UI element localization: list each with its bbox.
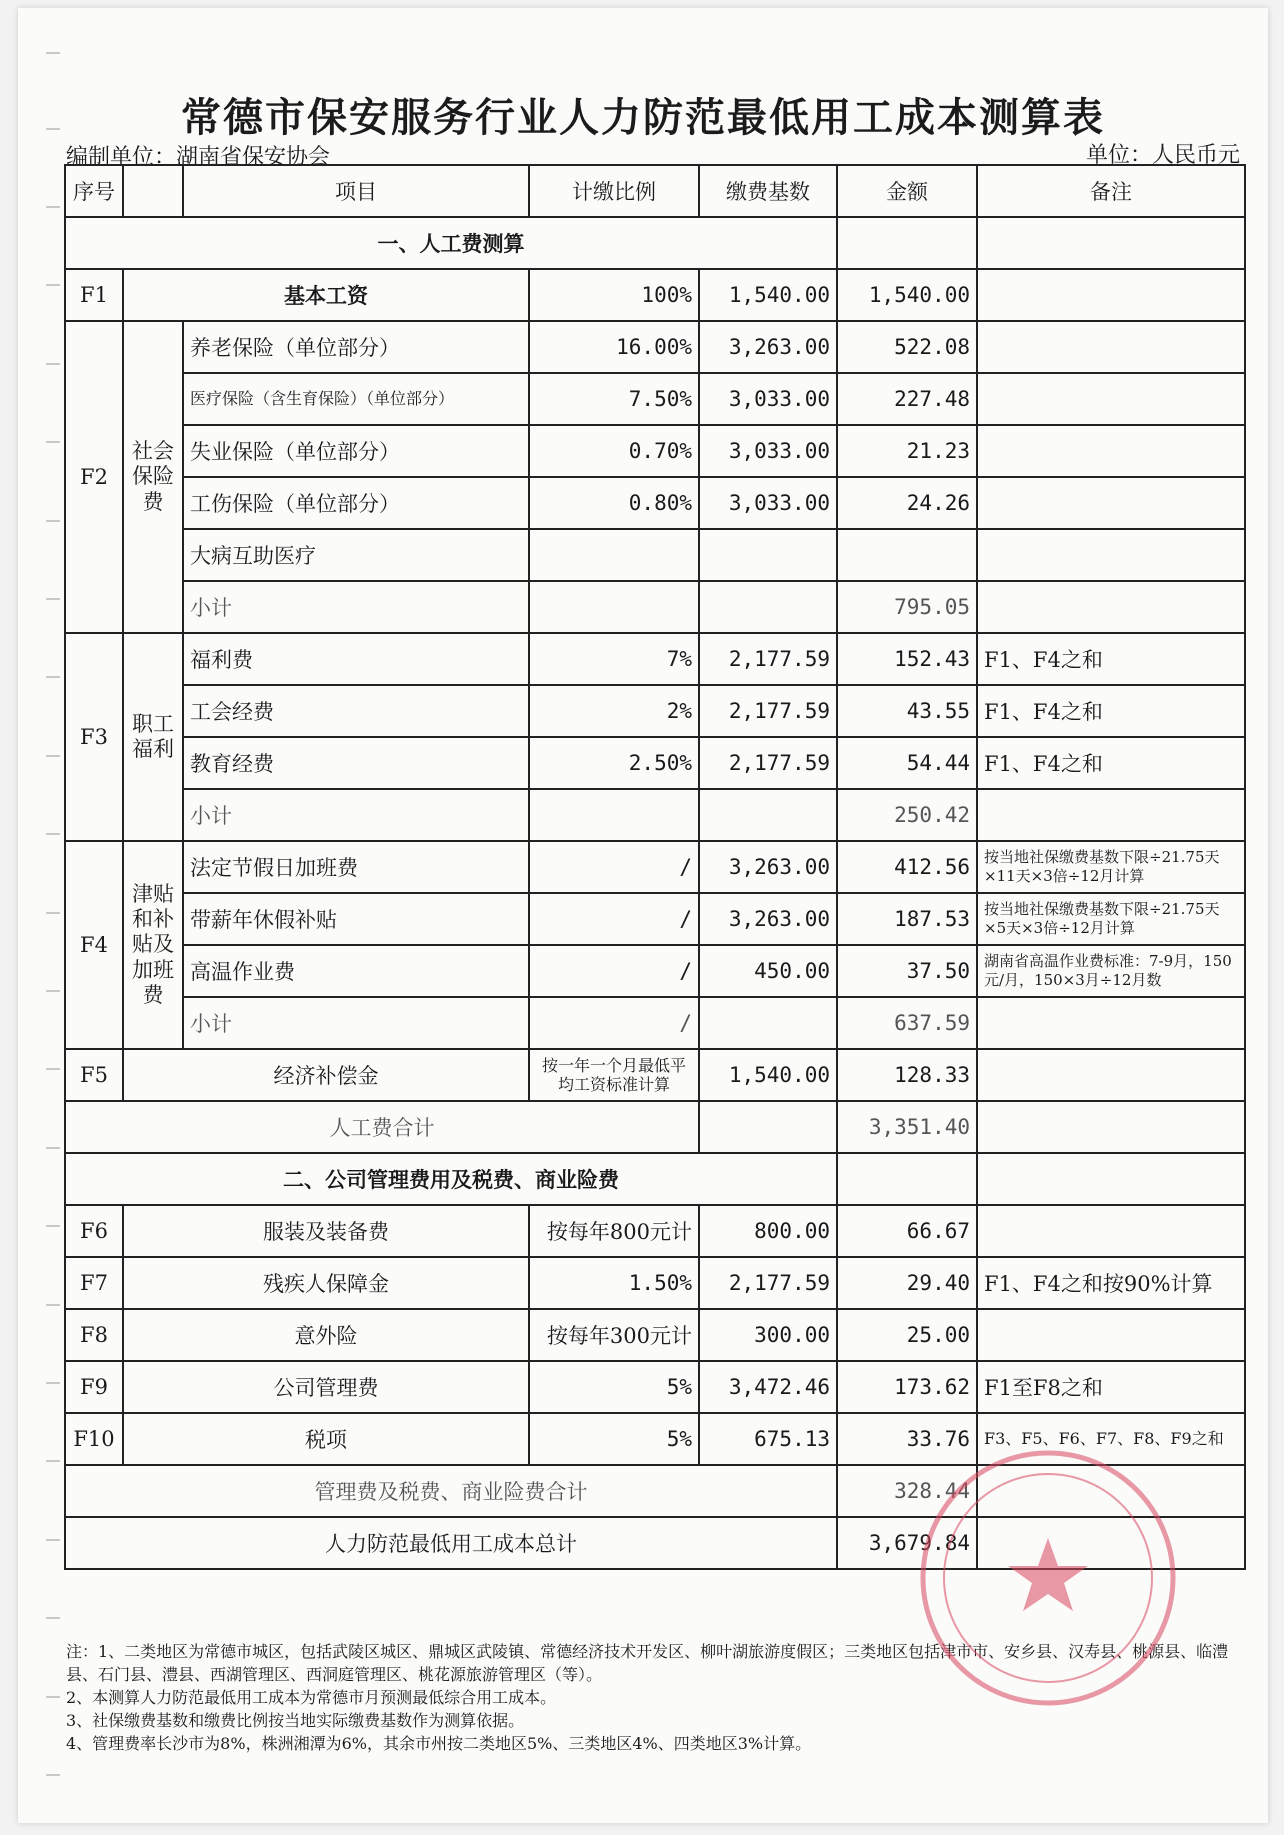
amount-cell: 24.26 <box>837 477 977 529</box>
ratio-cell: / <box>529 893 699 945</box>
table-row-f5 <box>65 1049 1245 1101</box>
labor-total-row <box>65 1101 1245 1153</box>
seq-cell: F1 <box>65 269 123 321</box>
base-cell: 3,263.00 <box>699 321 837 373</box>
amount-cell: 128.33 <box>837 1049 977 1101</box>
header-item: 项目 <box>183 165 529 217</box>
base-cell: 675.13 <box>699 1413 837 1465</box>
table-row-f4-3 <box>65 945 1245 997</box>
labor-total-amount: 3,351.40 <box>837 1101 977 1153</box>
subtotal-label: 小计 <box>183 581 529 633</box>
seq-cell: F4 <box>65 841 123 1049</box>
group-cell-allowance: 津贴 和补 贴及 加班 费 <box>123 841 183 1049</box>
note-1: 注：1、二类地区为常德市城区，包括武陵区城区、鼎城区武陵镇、常德经济技术开发区、柳叶湖旅游度假区；三类地区包括津市市、安乡县、汉寿县、桃源县、临澧县、石门县、澧县、西湖管理区、西洞庭管理区、桃花源旅游管理区（等）。 <box>66 1642 1229 1684</box>
mgmt-total-row <box>65 1465 1245 1517</box>
remark-cell: F3、F5、F6、F7、F8、F9之和 <box>977 1413 1245 1465</box>
item-cell: 教育经费 <box>183 737 529 789</box>
ratio-cell: 2.50% <box>529 737 699 789</box>
item-cell: 服装及装备费 <box>123 1205 529 1257</box>
footnotes <box>66 1640 1246 1755</box>
ratio-cell: / <box>529 841 699 893</box>
base-cell: 300.00 <box>699 1309 837 1361</box>
seq-cell: F10 <box>65 1413 123 1465</box>
base-cell: 3,033.00 <box>699 425 837 477</box>
item-cell: 失业保险（单位部分） <box>183 425 529 477</box>
amount-cell: 152.43 <box>837 633 977 685</box>
remark-cell: 按当地社保缴费基数下限÷21.75天×11天×3倍÷12月计算 <box>977 841 1245 893</box>
base-cell: 2,177.59 <box>699 737 837 789</box>
seq-cell: F6 <box>65 1205 123 1257</box>
section2-title: 二、公司管理费用及税费、商业险费 <box>65 1153 837 1205</box>
binding-ticks <box>46 8 66 1823</box>
amount-cell: 37.50 <box>837 945 977 997</box>
item-cell: 福利费 <box>183 633 529 685</box>
amount-cell: 21.23 <box>837 425 977 477</box>
group-cell-social-insurance: 社会 保险 费 <box>123 321 183 633</box>
ratio-cell: 0.70% <box>529 425 699 477</box>
base-cell: 450.00 <box>699 945 837 997</box>
base-cell: 1,540.00 <box>699 1049 837 1101</box>
section1-row <box>65 217 1245 269</box>
amount-cell: 33.76 <box>837 1413 977 1465</box>
remark-cell: F1、F4之和 <box>977 685 1245 737</box>
section2-row <box>65 1153 1245 1205</box>
header-base: 缴费基数 <box>699 165 837 217</box>
table-row-f3-subtotal <box>65 789 1245 841</box>
ratio-cell: 7.50% <box>529 373 699 425</box>
ratio-cell: 5% <box>529 1413 699 1465</box>
header-remark: 备注 <box>977 165 1245 217</box>
header-amount: 金额 <box>837 165 977 217</box>
base-cell: 3,033.00 <box>699 477 837 529</box>
header-ratio: 计缴比例 <box>529 165 699 217</box>
table-row-f4-1 <box>65 841 1245 893</box>
remark-cell: 湖南省高温作业费标准：7-9月，150元/月，150×3月÷12月数 <box>977 945 1245 997</box>
amount-cell: 66.67 <box>837 1205 977 1257</box>
item-cell: 医疗保险（含生育保险）（单位部分） <box>183 373 529 425</box>
item-cell: 意外险 <box>123 1309 529 1361</box>
currency-unit-label: 单位：人民币元 <box>1085 143 1240 168</box>
table-row-f2-2 <box>65 373 1245 425</box>
table-row-f2-5 <box>65 529 1245 581</box>
amount-cell: 412.56 <box>837 841 977 893</box>
base-cell: 3,263.00 <box>699 841 837 893</box>
amount-cell: 25.00 <box>837 1309 977 1361</box>
remark-cell: F1、F4之和 <box>977 737 1245 789</box>
seq-cell: F7 <box>65 1257 123 1309</box>
note-4: 4、管理费率长沙市为8%，株洲湘潭为6%，其余市州按二类地区5%、三类地区4%、四类地区3%计算。 <box>66 1734 812 1753</box>
grand-total-row <box>65 1517 1245 1569</box>
page-title: 常德市保安服务行业人力防范最低用工成本测算表 <box>181 94 1105 141</box>
table-row-f6 <box>65 1205 1245 1257</box>
seq-cell: F9 <box>65 1361 123 1413</box>
table-row-f2-subtotal <box>65 581 1245 633</box>
ratio-cell: 按每年800元计 <box>529 1205 699 1257</box>
header-blank <box>123 165 183 217</box>
ratio-cell: 5% <box>529 1361 699 1413</box>
compiler-label: 编制单位：湖南省保安协会 <box>66 145 331 170</box>
base-cell: 2,177.59 <box>699 685 837 737</box>
subtotal-amount: 637.59 <box>837 997 977 1049</box>
item-cell: 工伤保险（单位部分） <box>183 477 529 529</box>
base-cell: 800.00 <box>699 1205 837 1257</box>
item-cell: 公司管理费 <box>123 1361 529 1413</box>
seq-cell: F3 <box>65 633 123 841</box>
item-cell: 法定节假日加班费 <box>183 841 529 893</box>
seq-cell: F5 <box>65 1049 123 1101</box>
base-cell: 2,177.59 <box>699 1257 837 1309</box>
ratio-cell: 1.50% <box>529 1257 699 1309</box>
base-cell: 2,177.59 <box>699 633 837 685</box>
table-row-f8 <box>65 1309 1245 1361</box>
item-cell: 经济补偿金 <box>123 1049 529 1101</box>
labor-total-label: 人工费合计 <box>65 1101 699 1153</box>
subtotal-ratio: / <box>529 997 699 1049</box>
header-seq: 序号 <box>65 165 123 217</box>
note-3: 3、社保缴费基数和缴费比例按当地实际缴费基数作为测算依据。 <box>66 1711 525 1730</box>
grand-total-label: 人力防范最低用工成本总计 <box>65 1517 837 1569</box>
table-row-f2-3 <box>65 425 1245 477</box>
item-cell: 养老保险（单位部分） <box>183 321 529 373</box>
grand-total-amount: 3,679.84 <box>837 1517 977 1569</box>
remark-cell: F1至F8之和 <box>977 1361 1245 1413</box>
subtotal-amount: 250.42 <box>837 789 977 841</box>
table-row-f3-1 <box>65 633 1245 685</box>
amount-cell: 187.53 <box>837 893 977 945</box>
ratio-cell: 7% <box>529 633 699 685</box>
mgmt-total-label: 管理费及税费、商业险费合计 <box>65 1465 837 1517</box>
base-cell: 3,033.00 <box>699 373 837 425</box>
ratio-cell: 100% <box>529 269 699 321</box>
item-cell: 工会经费 <box>183 685 529 737</box>
subtotal-label: 小计 <box>183 997 529 1049</box>
table-row-f10 <box>65 1413 1245 1465</box>
amount-cell: 1,540.00 <box>837 269 977 321</box>
ratio-cell: / <box>529 945 699 997</box>
base-cell: 1,540.00 <box>699 269 837 321</box>
table-row-f4-subtotal <box>65 997 1245 1049</box>
base-cell: 3,263.00 <box>699 893 837 945</box>
ratio-cell: 按每年300元计 <box>529 1309 699 1361</box>
remark-cell: 按当地社保缴费基数下限÷21.75天×5天×3倍÷12月计算 <box>977 893 1245 945</box>
seq-cell: F8 <box>65 1309 123 1361</box>
amount-cell: 522.08 <box>837 321 977 373</box>
item-cell: 带薪年休假补贴 <box>183 893 529 945</box>
table-row-f9 <box>65 1361 1245 1413</box>
amount-cell: 29.40 <box>837 1257 977 1309</box>
group-cell-staff-welfare: 职工 福利 <box>123 633 183 841</box>
subtotal-amount: 795.05 <box>837 581 977 633</box>
base-cell: 3,472.46 <box>699 1361 837 1413</box>
document-sheet <box>18 8 1268 1823</box>
section1-title: 一、人工费测算 <box>65 217 837 269</box>
ratio-cell: 0.80% <box>529 477 699 529</box>
item-cell: 基本工资 <box>123 269 529 321</box>
note-2: 2、本测算人力防范最低用工成本为常德市月预测最低综合用工成本。 <box>66 1688 557 1707</box>
amount-cell: 54.44 <box>837 737 977 789</box>
item-cell: 高温作业费 <box>183 945 529 997</box>
table-row-f3-2 <box>65 685 1245 737</box>
item-cell: 残疾人保障金 <box>123 1257 529 1309</box>
ratio-cell: 16.00% <box>529 321 699 373</box>
table-row-f2-4 <box>65 477 1245 529</box>
table-row-f3-3 <box>65 737 1245 789</box>
remark-cell: F1、F4之和按90%计算 <box>977 1257 1245 1309</box>
cost-table <box>64 164 1246 1570</box>
ratio-cell: 2% <box>529 685 699 737</box>
table-row-f7 <box>65 1257 1245 1309</box>
item-cell: 税项 <box>123 1413 529 1465</box>
header-row <box>65 165 1245 217</box>
amount-cell: 227.48 <box>837 373 977 425</box>
item-cell: 大病互助医疗 <box>183 529 529 581</box>
amount-cell: 173.62 <box>837 1361 977 1413</box>
subtotal-label: 小计 <box>183 789 529 841</box>
table-row-f1 <box>65 269 1245 321</box>
amount-cell: 43.55 <box>837 685 977 737</box>
ratio-cell: 按一年一个月最低平均工资标准计算 <box>529 1049 699 1101</box>
table-row-f2-1 <box>65 321 1245 373</box>
seq-cell: F2 <box>65 321 123 633</box>
mgmt-total-amount: 328.44 <box>837 1465 977 1517</box>
table-row-f4-2 <box>65 893 1245 945</box>
remark-cell: F1、F4之和 <box>977 633 1245 685</box>
